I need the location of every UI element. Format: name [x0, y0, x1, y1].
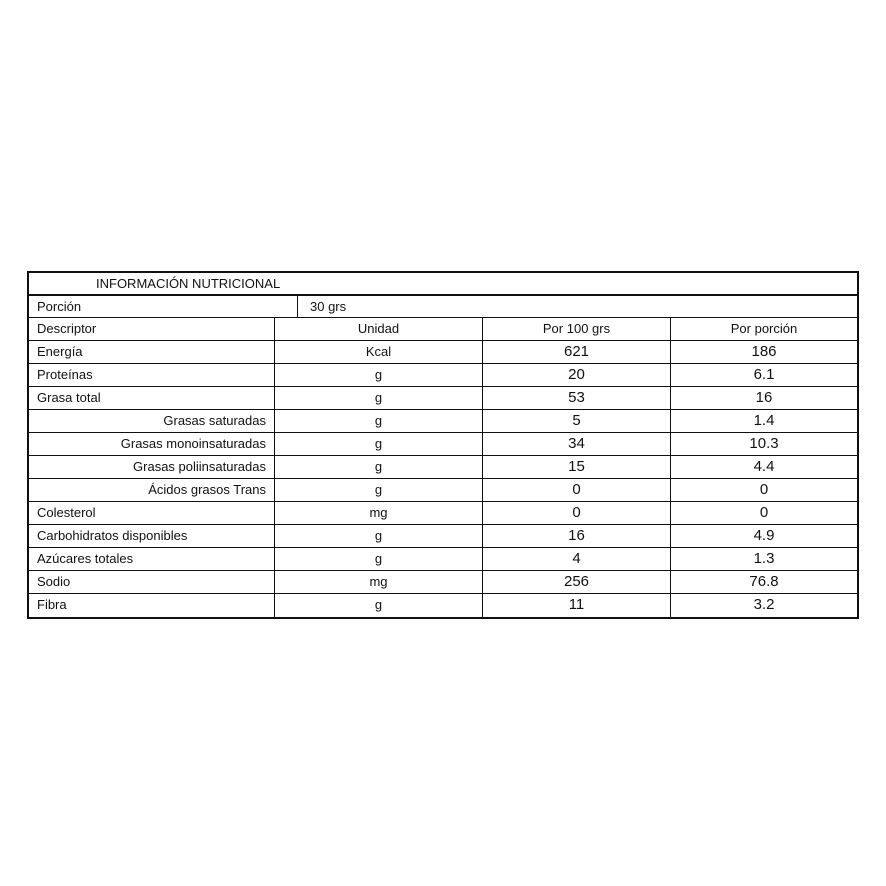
header-unit: Unidad	[275, 318, 483, 340]
row-per-100: 20	[483, 364, 671, 386]
row-descriptor: Fibra	[29, 594, 275, 617]
row-descriptor: Proteínas	[29, 364, 275, 386]
table-row	[29, 502, 857, 525]
row-descriptor: Grasas monoinsaturadas	[29, 433, 275, 455]
row-unit: g	[275, 364, 483, 386]
row-per-100: 11	[483, 594, 671, 617]
row-per-portion: 4.9	[753, 527, 775, 544]
row-per-100: 16	[483, 525, 671, 547]
row-descriptor: Colesterol	[29, 502, 275, 524]
row-unit: g	[275, 548, 483, 570]
row-per-100: 621	[483, 341, 671, 363]
table-row	[29, 525, 857, 548]
row-per-portion: 186	[751, 343, 777, 360]
row-descriptor: Sodio	[29, 571, 275, 593]
column-header-row	[29, 318, 857, 341]
row-per-portion: 1.3	[753, 550, 775, 567]
row-per-100: 5	[483, 410, 671, 432]
table-row	[29, 433, 857, 456]
row-descriptor: Ácidos grasos Trans	[29, 479, 275, 501]
row-per-portion: 1.4	[753, 412, 775, 429]
row-per-100: 0	[483, 502, 671, 524]
row-per-100: 256	[483, 571, 671, 593]
table-row	[29, 364, 857, 387]
table-row	[29, 456, 857, 479]
row-per-portion: 3.2	[753, 596, 775, 613]
table-row	[29, 341, 857, 364]
portion-label: Porción	[29, 296, 298, 317]
table-row	[29, 548, 857, 571]
row-unit: g	[275, 433, 483, 455]
row-descriptor: Grasas saturadas	[29, 410, 275, 432]
row-unit: g	[275, 410, 483, 432]
table-row	[29, 479, 857, 502]
row-descriptor: Carbohidratos disponibles	[29, 525, 275, 547]
header-per-portion: Por porción	[730, 321, 798, 336]
row-per-100: 4	[483, 548, 671, 570]
row-descriptor: Azúcares totales	[29, 548, 275, 570]
row-unit: g	[275, 479, 483, 501]
row-per-portion: 0	[759, 504, 769, 521]
row-per-portion: 4.4	[753, 458, 775, 475]
table-row	[29, 571, 857, 594]
table-row	[29, 410, 857, 433]
row-per-100: 15	[483, 456, 671, 478]
row-unit: g	[275, 525, 483, 547]
row-unit: g	[275, 387, 483, 409]
row-per-portion: 6.1	[753, 366, 775, 383]
row-unit: mg	[275, 502, 483, 524]
row-descriptor: Grasas poliinsaturadas	[29, 456, 275, 478]
row-descriptor: Energía	[29, 341, 275, 363]
portion-value: 30 grs	[310, 299, 347, 314]
row-per-100: 34	[483, 433, 671, 455]
portion-row	[29, 296, 857, 318]
nutrition-facts-table	[27, 271, 859, 619]
row-unit: Kcal	[275, 341, 483, 363]
header-per-100: Por 100 grs	[483, 318, 671, 340]
row-descriptor: Grasa total	[29, 387, 275, 409]
row-per-portion: 0	[759, 481, 769, 498]
header-descriptor: Descriptor	[29, 318, 275, 340]
row-unit: g	[275, 456, 483, 478]
table-row	[29, 594, 857, 617]
row-unit: g	[275, 594, 483, 617]
table-title: INFORMACIÓN NUTRICIONAL	[29, 273, 857, 296]
row-per-portion: 10.3	[749, 435, 779, 452]
table-row	[29, 387, 857, 410]
row-per-100: 0	[483, 479, 671, 501]
row-per-portion: 76.8	[749, 573, 779, 590]
row-unit: mg	[275, 571, 483, 593]
row-per-100: 53	[483, 387, 671, 409]
row-per-portion: 16	[755, 389, 773, 406]
